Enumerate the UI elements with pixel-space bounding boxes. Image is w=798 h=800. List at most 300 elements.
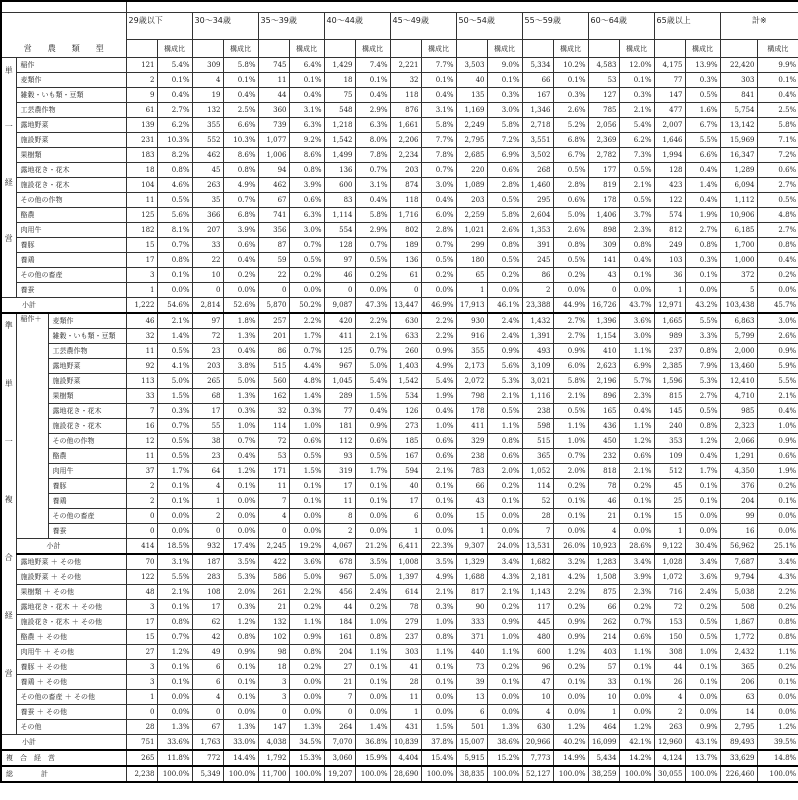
count-cell: 4	[588, 524, 619, 539]
ratio-cell: 0.3%	[619, 88, 654, 103]
count-cell: 44	[258, 88, 289, 103]
count-cell: 4,038	[258, 735, 289, 751]
ratio-cell: 15.2%	[487, 750, 522, 766]
ratio-cell: 2.8%	[487, 178, 522, 193]
row-label: 施設花き・花木 ＋ その他	[16, 615, 126, 630]
age-header: 40～44歳	[324, 13, 390, 40]
count-cell: 57	[588, 660, 619, 675]
ratio-cell: 0.6%	[289, 434, 324, 449]
ratio-cell: 0.0%	[487, 524, 522, 539]
ratio-cell: 1.3%	[157, 720, 192, 735]
ratio-cell: 6.6%	[223, 118, 258, 133]
ratio-cell: 1.0%	[223, 419, 258, 434]
age-header: 35～39歳	[258, 13, 324, 40]
count-cell: 99	[720, 509, 757, 524]
count-cell: 17	[192, 600, 223, 615]
count-cell: 103	[654, 253, 685, 268]
ratio-cell: 5.4%	[157, 58, 192, 73]
ratio-cell: 0.7%	[289, 238, 324, 253]
ratio-cell: 6.6%	[685, 148, 720, 163]
count-cell: 66	[588, 600, 619, 615]
ratio-cell: 14.8%	[757, 750, 798, 766]
count-cell: 13,142	[720, 118, 757, 133]
count-cell: 1,021	[456, 223, 487, 238]
ratio-cell: 13.9%	[685, 58, 720, 73]
count-cell: 1,429	[324, 58, 355, 73]
ratio-cell: 1.0%	[685, 645, 720, 660]
ratio-cell: 0.9%	[553, 630, 588, 645]
ratio-cell: 5.8%	[487, 118, 522, 133]
count-cell: 14	[720, 705, 757, 720]
ratio-cell: 0.5%	[685, 88, 720, 103]
ratio-cell: 0.6%	[553, 193, 588, 208]
ratio-cell: 4.9%	[421, 359, 456, 374]
row-label: 養蚕 ＋ その他	[16, 705, 126, 720]
count-cell: 132	[192, 103, 223, 118]
table-row	[1, 690, 798, 705]
count-cell: 262	[588, 615, 619, 630]
count-cell: 3,060	[324, 750, 355, 766]
ratio-cell: 2.1%	[487, 585, 522, 600]
count-header	[720, 40, 757, 58]
count-cell: 1,406	[588, 208, 619, 223]
count-cell: 431	[390, 720, 421, 735]
count-cell: 162	[258, 389, 289, 404]
count-cell: 201	[258, 329, 289, 344]
count-cell: 72	[654, 600, 685, 615]
count-cell: 1,291	[720, 449, 757, 464]
ratio-cell: 0.8%	[487, 238, 522, 253]
row-label: その他の作物	[48, 434, 126, 449]
count-cell: 257	[258, 313, 289, 329]
count-cell: 2,206	[390, 133, 421, 148]
count-cell: 480	[522, 630, 553, 645]
count-cell: 97	[324, 253, 355, 268]
count-cell: 798	[456, 389, 487, 404]
table-row	[1, 585, 798, 600]
count-cell: 7,773	[522, 750, 553, 766]
count-cell: 493	[522, 344, 553, 359]
table-row	[1, 133, 798, 148]
count-cell: 237	[390, 630, 421, 645]
count-cell: 96	[522, 660, 553, 675]
ratio-cell: 2.1%	[157, 585, 192, 600]
ratio-cell: 0.1%	[685, 494, 720, 509]
count-cell: 13,447	[390, 298, 421, 314]
count-cell: 817	[456, 585, 487, 600]
count-cell: 59	[258, 253, 289, 268]
ratio-cell: 43.1%	[685, 735, 720, 751]
count-cell: 203	[390, 163, 421, 178]
ratio-cell: 2.2%	[355, 313, 390, 329]
count-header	[126, 40, 157, 58]
row-label: 養豚 ＋ その他	[16, 660, 126, 675]
count-cell: 308	[654, 645, 685, 660]
ratio-cell: 0.7%	[355, 238, 390, 253]
count-cell: 6	[390, 509, 421, 524]
ratio-cell: 2.0%	[553, 464, 588, 479]
count-cell: 66	[456, 479, 487, 494]
count-cell: 783	[456, 464, 487, 479]
ratio-cell: 4.3%	[487, 570, 522, 585]
ratio-cell: 6.0%	[421, 208, 456, 223]
ratio-cell: 0.1%	[421, 73, 456, 88]
count-cell: 815	[654, 389, 685, 404]
count-cell: 17	[126, 253, 157, 268]
count-cell: 4	[192, 73, 223, 88]
ratio-cell: 0.8%	[355, 630, 390, 645]
ratio-cell: 1.1%	[619, 645, 654, 660]
ratio-cell: 0.3%	[553, 88, 588, 103]
ratio-cell: 0.7%	[355, 163, 390, 178]
count-cell: 2	[126, 73, 157, 88]
count-cell: 303	[720, 73, 757, 88]
ratio-cell: 15.4%	[421, 750, 456, 766]
ratio-cell: 0.8%	[487, 434, 522, 449]
count-cell: 2,432	[720, 645, 757, 660]
ratio-cell: 0.1%	[157, 600, 192, 615]
ratio-cell: 0.4%	[421, 193, 456, 208]
table-row	[1, 344, 798, 359]
count-cell: 15	[456, 509, 487, 524]
count-header	[654, 40, 685, 58]
count-cell: 27	[324, 660, 355, 675]
count-cell: 189	[390, 238, 421, 253]
row-label: 酪農	[16, 208, 126, 223]
count-header	[456, 40, 487, 58]
row-label: 麦類作	[16, 73, 126, 88]
ratio-cell: 0.0%	[553, 705, 588, 720]
ratio-cell: 0.4%	[355, 193, 390, 208]
count-cell: 187	[192, 554, 223, 570]
ratio-cell: 0.4%	[685, 193, 720, 208]
count-cell: 2,369	[588, 133, 619, 148]
count-cell: 15,007	[456, 735, 487, 751]
count-cell: 1,700	[720, 238, 757, 253]
count-cell: 633	[390, 329, 421, 344]
count-cell: 21	[588, 509, 619, 524]
count-cell: 3	[126, 660, 157, 675]
ratio-cell: 0.6%	[757, 163, 798, 178]
ratio-cell: 1.0%	[289, 419, 324, 434]
ratio-cell: 13.7%	[685, 750, 720, 766]
ratio-cell: 0.9%	[757, 344, 798, 359]
ratio-cell: 1.3%	[223, 720, 258, 735]
ratio-cell: 2.2%	[289, 313, 324, 329]
count-cell: 1,353	[522, 223, 553, 238]
ratio-cell: 0.0%	[619, 524, 654, 539]
count-cell: 16	[126, 419, 157, 434]
count-cell: 64	[192, 464, 223, 479]
ratio-cell: 3.0%	[289, 223, 324, 238]
count-cell: 2,234	[390, 148, 421, 163]
count-cell: 72	[258, 434, 289, 449]
ratio-cell: 1.1%	[355, 645, 390, 660]
ratio-cell: 0.2%	[487, 479, 522, 494]
count-cell: 44	[324, 600, 355, 615]
ratio-cell: 0.6%	[289, 193, 324, 208]
ratio-header: 構成比	[223, 40, 258, 58]
count-cell: 4,583	[588, 58, 619, 73]
ratio-cell: 0.5%	[421, 253, 456, 268]
ratio-cell: 1.2%	[685, 434, 720, 449]
count-cell: 355	[456, 344, 487, 359]
ratio-cell: 0.9%	[223, 645, 258, 660]
ratio-cell: 8.6%	[289, 148, 324, 163]
ratio-cell: 0.1%	[223, 660, 258, 675]
count-cell: 48	[126, 585, 157, 600]
ratio-cell: 2.4%	[487, 313, 522, 329]
ratio-cell: 0.0%	[421, 524, 456, 539]
count-cell: 12,410	[720, 374, 757, 389]
ratio-cell: 5.0%	[157, 374, 192, 389]
ratio-cell: 0.8%	[553, 238, 588, 253]
count-cell: 40	[390, 479, 421, 494]
ratio-cell: 0.0%	[757, 524, 798, 539]
complex-row	[1, 750, 798, 766]
ratio-cell: 0.5%	[355, 449, 390, 464]
ratio-cell: 30.4%	[685, 539, 720, 555]
ratio-cell: 4.8%	[757, 208, 798, 223]
age-header: 60～64歳	[588, 13, 654, 40]
ratio-cell: 0.4%	[223, 344, 258, 359]
ratio-cell: 3.4%	[487, 554, 522, 570]
count-cell: 145	[654, 404, 685, 419]
count-cell: 785	[588, 103, 619, 118]
ratio-cell: 0.0%	[421, 509, 456, 524]
table-row	[1, 178, 798, 193]
ratio-cell: 0.2%	[619, 600, 654, 615]
count-cell: 630	[390, 313, 421, 329]
count-cell: 598	[522, 419, 553, 434]
count-cell: 552	[192, 133, 223, 148]
count-cell: 78	[588, 479, 619, 494]
ratio-cell: 2.7%	[553, 329, 588, 344]
row-label: 果樹類 ＋ その他	[16, 585, 126, 600]
ratio-cell: 43.2%	[685, 298, 720, 314]
ratio-cell: 100.0%	[553, 766, 588, 782]
row-label: 施設野菜	[16, 133, 126, 148]
count-cell: 353	[654, 434, 685, 449]
ratio-cell: 0.9%	[553, 344, 588, 359]
count-cell: 261	[258, 585, 289, 600]
ratio-cell: 3.0%	[487, 103, 522, 118]
count-cell: 4	[192, 690, 223, 705]
row-label: 雑穀・いも類・豆類	[16, 88, 126, 103]
count-cell: 1,867	[720, 615, 757, 630]
count-cell: 102	[258, 630, 289, 645]
age-header: 55～59歳	[522, 13, 588, 40]
ratio-cell: 0.5%	[553, 163, 588, 178]
ratio-cell: 0.3%	[289, 404, 324, 419]
ratio-cell: 5.4%	[355, 374, 390, 389]
count-cell: 1	[192, 494, 223, 509]
count-cell: 2,072	[456, 374, 487, 389]
count-cell: 16	[720, 524, 757, 539]
ratio-cell: 0.7%	[421, 238, 456, 253]
count-cell: 3,021	[522, 374, 553, 389]
ratio-cell: 5.8%	[553, 374, 588, 389]
ratio-cell: 0.1%	[757, 73, 798, 88]
table-row	[1, 88, 798, 103]
count-cell: 1	[654, 283, 685, 298]
ratio-cell: 0.0%	[289, 283, 324, 298]
count-cell: 184	[324, 615, 355, 630]
count-cell: 6	[192, 660, 223, 675]
count-cell: 1,045	[324, 374, 355, 389]
count-cell: 16,099	[588, 735, 619, 751]
count-cell: 678	[324, 554, 355, 570]
count-cell: 17	[324, 479, 355, 494]
count-cell: 1,403	[390, 359, 421, 374]
count-cell: 6	[192, 675, 223, 690]
ratio-cell: 4.1%	[157, 359, 192, 374]
ratio-cell: 22.3%	[421, 539, 456, 555]
count-cell: 28,690	[390, 766, 421, 782]
count-cell: 0	[192, 524, 223, 539]
count-cell: 2	[126, 494, 157, 509]
row-label: 果樹類	[16, 148, 126, 163]
count-cell: 2,173	[456, 359, 487, 374]
count-cell: 440	[456, 645, 487, 660]
table-row	[1, 720, 798, 735]
complex-label: 複 合 経 営	[1, 750, 126, 766]
ratio-cell: 0.0%	[157, 524, 192, 539]
count-cell: 279	[390, 615, 421, 630]
count-cell: 17	[192, 404, 223, 419]
ratio-cell: 3.7%	[619, 208, 654, 223]
ratio-cell: 7.2%	[757, 148, 798, 163]
table-row	[1, 148, 798, 163]
ratio-cell: 0.4%	[619, 253, 654, 268]
count-cell: 436	[588, 419, 619, 434]
count-cell: 1,596	[654, 374, 685, 389]
ratio-cell: 0.3%	[685, 253, 720, 268]
count-cell: 13,531	[522, 539, 553, 555]
count-cell: 376	[720, 479, 757, 494]
ratio-cell: 0.1%	[685, 479, 720, 494]
count-cell: 11	[126, 344, 157, 359]
ratio-cell: 0.7%	[421, 163, 456, 178]
count-cell: 1,218	[324, 118, 355, 133]
count-cell: 104	[126, 178, 157, 193]
ratio-cell: 0.1%	[157, 73, 192, 88]
ratio-cell: 100.0%	[757, 766, 798, 782]
count-cell: 303	[390, 645, 421, 660]
count-cell: 967	[324, 570, 355, 585]
count-cell: 5,915	[456, 750, 487, 766]
table-row	[1, 73, 798, 88]
count-cell: 1	[456, 283, 487, 298]
ratio-cell: 39.5%	[757, 735, 798, 751]
ratio-cell: 1.2%	[619, 720, 654, 735]
ratio-cell: 7.3%	[619, 148, 654, 163]
ratio-cell: 0.0%	[289, 509, 324, 524]
count-cell: 1,688	[456, 570, 487, 585]
ratio-cell: 0.8%	[757, 615, 798, 630]
count-cell: 11	[390, 690, 421, 705]
ratio-cell: 2.7%	[553, 313, 588, 329]
count-cell: 27	[126, 645, 157, 660]
ratio-cell: 0.1%	[553, 73, 588, 88]
count-cell: 5,799	[720, 329, 757, 344]
ratio-cell: 0.1%	[157, 479, 192, 494]
count-cell: 118	[390, 193, 421, 208]
ratio-cell: 2.1%	[619, 103, 654, 118]
ratio-cell: 0.0%	[289, 705, 324, 720]
ratio-cell: 19.2%	[289, 539, 324, 555]
subtotal-label: 小計	[16, 539, 126, 555]
ratio-cell: 0.0%	[355, 690, 390, 705]
count-cell: 0	[192, 705, 223, 720]
count-cell: 11,700	[258, 766, 289, 782]
count-cell: 450	[588, 434, 619, 449]
count-cell: 355	[192, 118, 223, 133]
ratio-cell: 0.8%	[157, 163, 192, 178]
count-cell: 2,323	[720, 419, 757, 434]
ratio-cell: 1.2%	[223, 464, 258, 479]
ratio-cell: 0.6%	[487, 449, 522, 464]
row-label: 肉用牛	[16, 223, 126, 238]
count-cell: 5,334	[522, 58, 553, 73]
count-cell: 5,038	[720, 585, 757, 600]
ratio-cell: 7.9%	[685, 359, 720, 374]
count-cell: 117	[522, 600, 553, 615]
count-cell: 240	[654, 419, 685, 434]
row-label: 露地花き・花木	[48, 404, 126, 419]
count-cell: 16,347	[720, 148, 757, 163]
ratio-cell: 0.1%	[487, 494, 522, 509]
ratio-cell: 0.0%	[553, 524, 588, 539]
total-label: 総 計	[1, 766, 126, 782]
ratio-cell: 14.2%	[619, 750, 654, 766]
count-cell: 4,067	[324, 539, 355, 555]
table-row	[1, 524, 798, 539]
ratio-cell: 0.2%	[487, 268, 522, 283]
ratio-cell: 0.1%	[223, 690, 258, 705]
count-cell: 32	[390, 73, 421, 88]
ratio-cell: 3.1%	[355, 178, 390, 193]
ratio-cell: 1.7%	[685, 464, 720, 479]
count-cell: 2,782	[588, 148, 619, 163]
ratio-cell: 0.1%	[421, 479, 456, 494]
count-cell: 410	[588, 344, 619, 359]
ratio-cell: 0.9%	[487, 615, 522, 630]
row-label: 稲作	[16, 58, 126, 73]
ratio-cell: 1.9%	[757, 464, 798, 479]
ratio-cell: 2.7%	[757, 223, 798, 238]
count-cell: 226,460	[720, 766, 757, 782]
ratio-cell: 0.1%	[223, 479, 258, 494]
ratio-cell: 0.0%	[619, 283, 654, 298]
count-cell: 28	[126, 720, 157, 735]
ratio-cell: 0.0%	[355, 524, 390, 539]
ratio-cell: 1.9%	[421, 389, 456, 404]
ratio-cell: 5.3%	[685, 374, 720, 389]
age-header: 計※	[720, 13, 798, 40]
count-cell: 2,385	[654, 359, 685, 374]
count-cell: 1,499	[324, 148, 355, 163]
count-cell: 1,028	[654, 554, 685, 570]
count-cell: 44	[654, 660, 685, 675]
ratio-cell: 0.7%	[157, 630, 192, 645]
row-label: 養鶏	[16, 253, 126, 268]
count-cell: 356	[258, 223, 289, 238]
count-cell: 0	[588, 283, 619, 298]
count-cell: 7,070	[324, 735, 355, 751]
ratio-header: 構成比	[421, 40, 456, 58]
count-cell: 13	[456, 690, 487, 705]
